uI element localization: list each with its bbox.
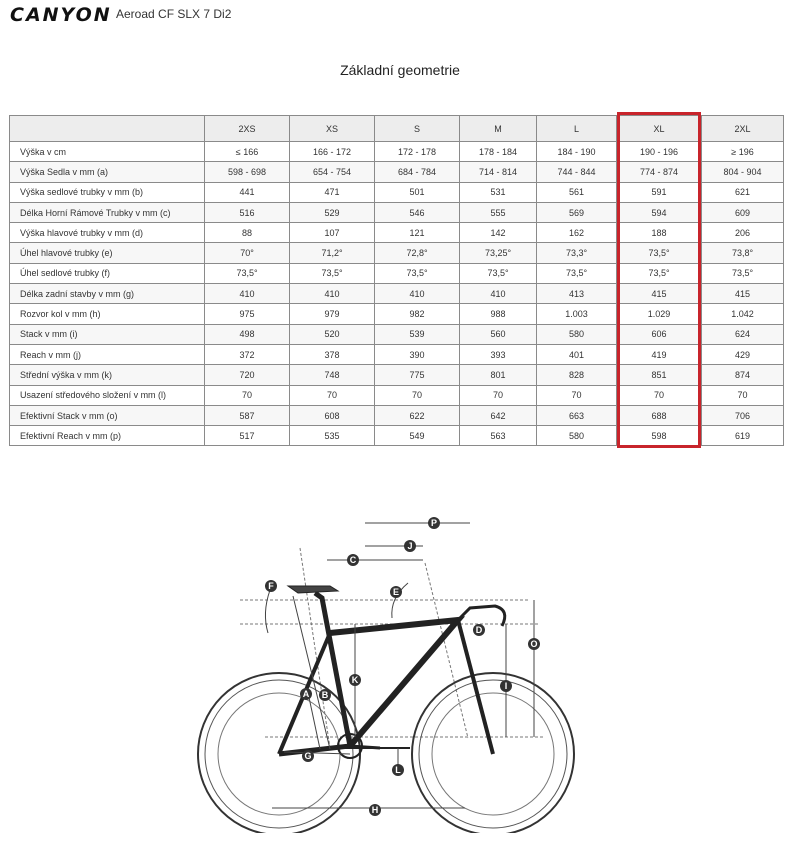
table-cell: 73,5° [702, 263, 784, 283]
table-cell: 142 [460, 223, 537, 243]
row-label: Výška sedlové trubky v mm (b) [10, 182, 205, 202]
table-cell: ≥ 196 [702, 142, 784, 162]
table-cell: 563 [460, 426, 537, 446]
table-cell: 1.029 [617, 304, 702, 324]
row-label: Výška v cm [10, 142, 205, 162]
table-row [10, 223, 784, 243]
table-cell: 73,5° [537, 263, 617, 283]
marker-j: J [407, 541, 413, 551]
marker-g: G [304, 751, 312, 761]
brand-header [10, 4, 112, 26]
table-cell: 415 [702, 284, 784, 304]
table-cell: 70 [460, 385, 537, 405]
marker-i: I [504, 681, 508, 691]
size-header: 2XL [702, 116, 784, 142]
table-cell: 555 [460, 202, 537, 222]
table-cell: 70° [205, 243, 290, 263]
marker-d: D [475, 625, 483, 635]
table-cell: 73,8° [702, 243, 784, 263]
table-row [10, 344, 784, 364]
table-cell: 73,5° [375, 263, 460, 283]
table-cell: 874 [702, 365, 784, 385]
size-header: S [375, 116, 460, 142]
table-cell: 619 [702, 426, 784, 446]
marker-c: C [349, 555, 357, 565]
table-row [10, 243, 784, 263]
table-cell: 206 [702, 223, 784, 243]
table-cell: 73,5° [290, 263, 375, 283]
row-label: Úhel hlavové trubky (e) [10, 243, 205, 263]
table-cell: 624 [702, 324, 784, 344]
table-cell: 1.003 [537, 304, 617, 324]
table-cell: 73,5° [205, 263, 290, 283]
table-cell: 663 [537, 405, 617, 425]
table-row [10, 405, 784, 425]
size-header: 2XS [205, 116, 290, 142]
table-cell: 1.042 [702, 304, 784, 324]
table-row [10, 385, 784, 405]
table-row [10, 304, 784, 324]
page-title: Základní geometrie [340, 62, 460, 78]
table-cell: 520 [290, 324, 375, 344]
marker-b: B [321, 690, 329, 700]
table-cell: 184 - 190 [537, 142, 617, 162]
table-cell: 166 - 172 [290, 142, 375, 162]
table-cell: 621 [702, 182, 784, 202]
table-cell: 73,5° [617, 263, 702, 283]
table-cell: 516 [205, 202, 290, 222]
table-cell: 121 [375, 223, 460, 243]
row-label: Efektivní Stack v mm (o) [10, 405, 205, 425]
canyon-logo[interactable]: CANYON [10, 4, 112, 26]
table-cell: 549 [375, 426, 460, 446]
marker-k: K [351, 675, 359, 685]
table-cell: 622 [375, 405, 460, 425]
row-label: Usazení středového složení v mm (l) [10, 385, 205, 405]
marker-e: E [392, 587, 400, 597]
table-cell: 410 [290, 284, 375, 304]
table-cell: 71,2° [290, 243, 375, 263]
table-cell: 73,5° [617, 243, 702, 263]
table-cell: 531 [460, 182, 537, 202]
row-label: Výška Sedla v mm (a) [10, 162, 205, 182]
model-name: Aeroad CF SLX 7 Di2 [116, 7, 232, 21]
table-row [10, 263, 784, 283]
table-row [10, 284, 784, 304]
table-row [10, 324, 784, 344]
row-label: Reach v mm (j) [10, 344, 205, 364]
table-cell: 372 [205, 344, 290, 364]
table-cell: 744 - 844 [537, 162, 617, 182]
marker-o: O [530, 639, 538, 649]
table-cell: 178 - 184 [460, 142, 537, 162]
measurement-markers [265, 517, 540, 816]
table-cell: 560 [460, 324, 537, 344]
table-cell: 580 [537, 426, 617, 446]
table-cell: 988 [460, 304, 537, 324]
row-label: Délka Horní Rámové Trubky v mm (c) [10, 202, 205, 222]
table-cell: 775 [375, 365, 460, 385]
table-cell: 88 [205, 223, 290, 243]
geometry-table [9, 115, 784, 446]
size-header: M [460, 116, 537, 142]
table-cell: 70 [537, 385, 617, 405]
table-cell: 172 - 178 [375, 142, 460, 162]
table-cell: 441 [205, 182, 290, 202]
table-cell: 393 [460, 344, 537, 364]
marker-l: L [395, 765, 401, 775]
table-row [10, 365, 784, 385]
marker-a: A [302, 689, 310, 699]
table-cell: 606 [617, 324, 702, 344]
table-cell: 688 [617, 405, 702, 425]
table-cell: 70 [702, 385, 784, 405]
row-label: Výška hlavové trubky v mm (d) [10, 223, 205, 243]
table-row [10, 162, 784, 182]
table-row [10, 202, 784, 222]
table-cell: 609 [702, 202, 784, 222]
table-cell: 608 [290, 405, 375, 425]
table-cell: 529 [290, 202, 375, 222]
table-cell: 535 [290, 426, 375, 446]
table-cell: 587 [205, 405, 290, 425]
table-row [10, 426, 784, 446]
marker-p: P [430, 518, 438, 528]
table-cell: 642 [460, 405, 537, 425]
table-cell: 720 [205, 365, 290, 385]
table-cell: 975 [205, 304, 290, 324]
table-cell: 706 [702, 405, 784, 425]
table-cell: 561 [537, 182, 617, 202]
table-cell: 979 [290, 304, 375, 324]
row-label: Střední výška v mm (k) [10, 365, 205, 385]
table-cell: 410 [460, 284, 537, 304]
table-cell: 70 [290, 385, 375, 405]
size-header: XS [290, 116, 375, 142]
table-cell: 162 [537, 223, 617, 243]
table-cell: 73,3° [537, 243, 617, 263]
row-label: Rozvor kol v mm (h) [10, 304, 205, 324]
table-cell: 401 [537, 344, 617, 364]
table-row [10, 182, 784, 202]
table-cell: 378 [290, 344, 375, 364]
table-cell: 654 - 754 [290, 162, 375, 182]
table-cell: 598 [617, 426, 702, 446]
marker-h: H [371, 805, 379, 815]
table-cell: 774 - 874 [617, 162, 702, 182]
header-corner [10, 116, 205, 142]
table-cell: 539 [375, 324, 460, 344]
size-header: L [537, 116, 617, 142]
table-cell: 594 [617, 202, 702, 222]
table-cell: 591 [617, 182, 702, 202]
table-cell: 982 [375, 304, 460, 324]
table-cell: 580 [537, 324, 617, 344]
table-cell: 546 [375, 202, 460, 222]
table-cell: 569 [537, 202, 617, 222]
table-cell: 501 [375, 182, 460, 202]
table-cell: 415 [617, 284, 702, 304]
table-cell: 390 [375, 344, 460, 364]
table-cell: 748 [290, 365, 375, 385]
table-cell: 70 [375, 385, 460, 405]
row-label: Úhel sedlové trubky (f) [10, 263, 205, 283]
table-cell: 517 [205, 426, 290, 446]
table-cell: 851 [617, 365, 702, 385]
bike-geometry-diagram [180, 508, 580, 833]
table-cell: 73,5° [460, 263, 537, 283]
table-cell: 410 [205, 284, 290, 304]
size-header-row [10, 116, 784, 142]
table-cell: 804 - 904 [702, 162, 784, 182]
size-header-highlighted: XL [617, 116, 702, 142]
table-cell: 73,25° [460, 243, 537, 263]
table-cell: 429 [702, 344, 784, 364]
row-label: Stack v mm (i) [10, 324, 205, 344]
table-cell: 70 [617, 385, 702, 405]
marker-f: F [268, 581, 274, 591]
table-cell: 107 [290, 223, 375, 243]
table-cell: ≤ 166 [205, 142, 290, 162]
table-cell: 410 [375, 284, 460, 304]
table-cell: 419 [617, 344, 702, 364]
table-cell: 413 [537, 284, 617, 304]
table-cell: 70 [205, 385, 290, 405]
row-label: Délka zadní stavby v mm (g) [10, 284, 205, 304]
table-cell: 828 [537, 365, 617, 385]
table-cell: 498 [205, 324, 290, 344]
table-cell: 188 [617, 223, 702, 243]
table-cell: 714 - 814 [460, 162, 537, 182]
table-cell: 684 - 784 [375, 162, 460, 182]
table-cell: 598 - 698 [205, 162, 290, 182]
table-cell: 190 - 196 [617, 142, 702, 162]
row-label: Efektivní Reach v mm (p) [10, 426, 205, 446]
table-cell: 471 [290, 182, 375, 202]
table-row [10, 142, 784, 162]
table-cell: 801 [460, 365, 537, 385]
table-cell: 72,8° [375, 243, 460, 263]
